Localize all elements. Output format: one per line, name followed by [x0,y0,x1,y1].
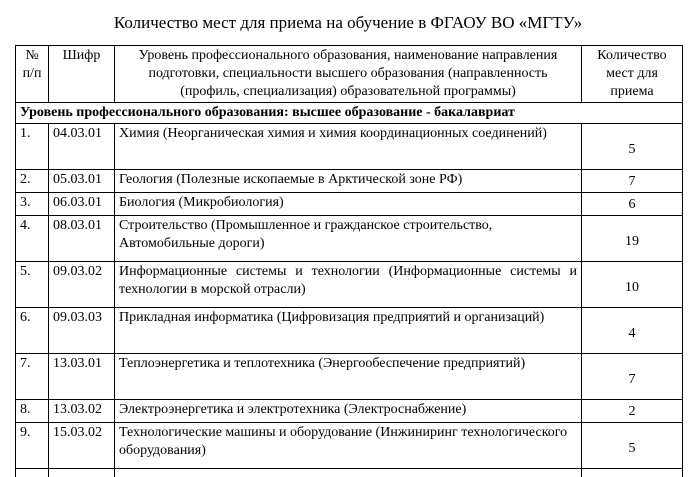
row-count: 5 [582,124,683,170]
header-code: Шифр [49,46,115,103]
row-count: 4 [582,308,683,354]
table-row-cut-off [16,469,683,477]
row-name: Технологические машины и оборудование (Инжиниринг технологического оборудования) [115,423,582,469]
empty-cell [115,469,582,477]
table-row [16,308,683,354]
empty-cell [582,469,683,477]
row-name: Строительство (Промышленное и гражданское строительство, Автомобильные дороги) [115,216,582,262]
row-code: 06.03.01 [49,193,115,216]
row-num: 4. [16,216,49,262]
admission-table [15,45,683,477]
row-num: 1. [16,124,49,170]
row-name: Электроэнергетика и электротехника (Электроснабжение) [115,400,582,423]
row-name: Информационные системы и технологии (Информационные системы и технологии в морской отрасли) [115,262,582,308]
row-num: 8. [16,400,49,423]
table-header-row [16,46,683,103]
row-num: 5. [16,262,49,308]
header-count: Количество мест для приема [582,46,683,103]
table-row [16,170,683,193]
section-row [16,103,683,124]
row-name: Химия (Неорганическая химия и химия координационных соединений) [115,124,582,170]
row-num: 3. [16,193,49,216]
section-label: Уровень профессионального образования: высшее образование - бакалавриат [16,103,683,124]
row-code: 04.03.01 [49,124,115,170]
table-row [16,354,683,400]
empty-cell [49,469,115,477]
row-code: 09.03.02 [49,262,115,308]
row-count: 10 [582,262,683,308]
row-num: 6. [16,308,49,354]
row-name: Теплоэнергетика и теплотехника (Энергообеспечение предприятий) [115,354,582,400]
table-row [16,124,683,170]
row-num: 7. [16,354,49,400]
table-row [16,400,683,423]
row-count: 7 [582,354,683,400]
row-count: 7 [582,170,683,193]
row-num: 9. [16,423,49,469]
table-row [16,216,683,262]
row-code: 13.03.01 [49,354,115,400]
table-row [16,193,683,216]
empty-cell [16,469,49,477]
row-code: 08.03.01 [49,216,115,262]
row-name: Прикладная информатика (Цифровизация предприятий и организаций) [115,308,582,354]
row-count: 19 [582,216,683,262]
row-code: 09.03.03 [49,308,115,354]
row-count: 2 [582,400,683,423]
row-name: Геология (Полезные ископаемые в Арктической зоне РФ) [115,170,582,193]
row-count: 5 [582,423,683,469]
header-num: № п/п [16,46,49,103]
row-code: 15.03.02 [49,423,115,469]
row-num: 2. [16,170,49,193]
table-row [16,262,683,308]
document-title: Количество мест для приема на обучение в ФГАОУ ВО «МГТУ» [0,12,696,34]
row-code: 13.03.02 [49,400,115,423]
row-count: 6 [582,193,683,216]
row-name: Биология (Микробиология) [115,193,582,216]
header-name: Уровень профессионального образования, наименование направления подготовки, специальности высшего образования (направленность (профиль, специализация) образовательной программы) [115,46,582,103]
row-code: 05.03.01 [49,170,115,193]
table-row [16,423,683,469]
